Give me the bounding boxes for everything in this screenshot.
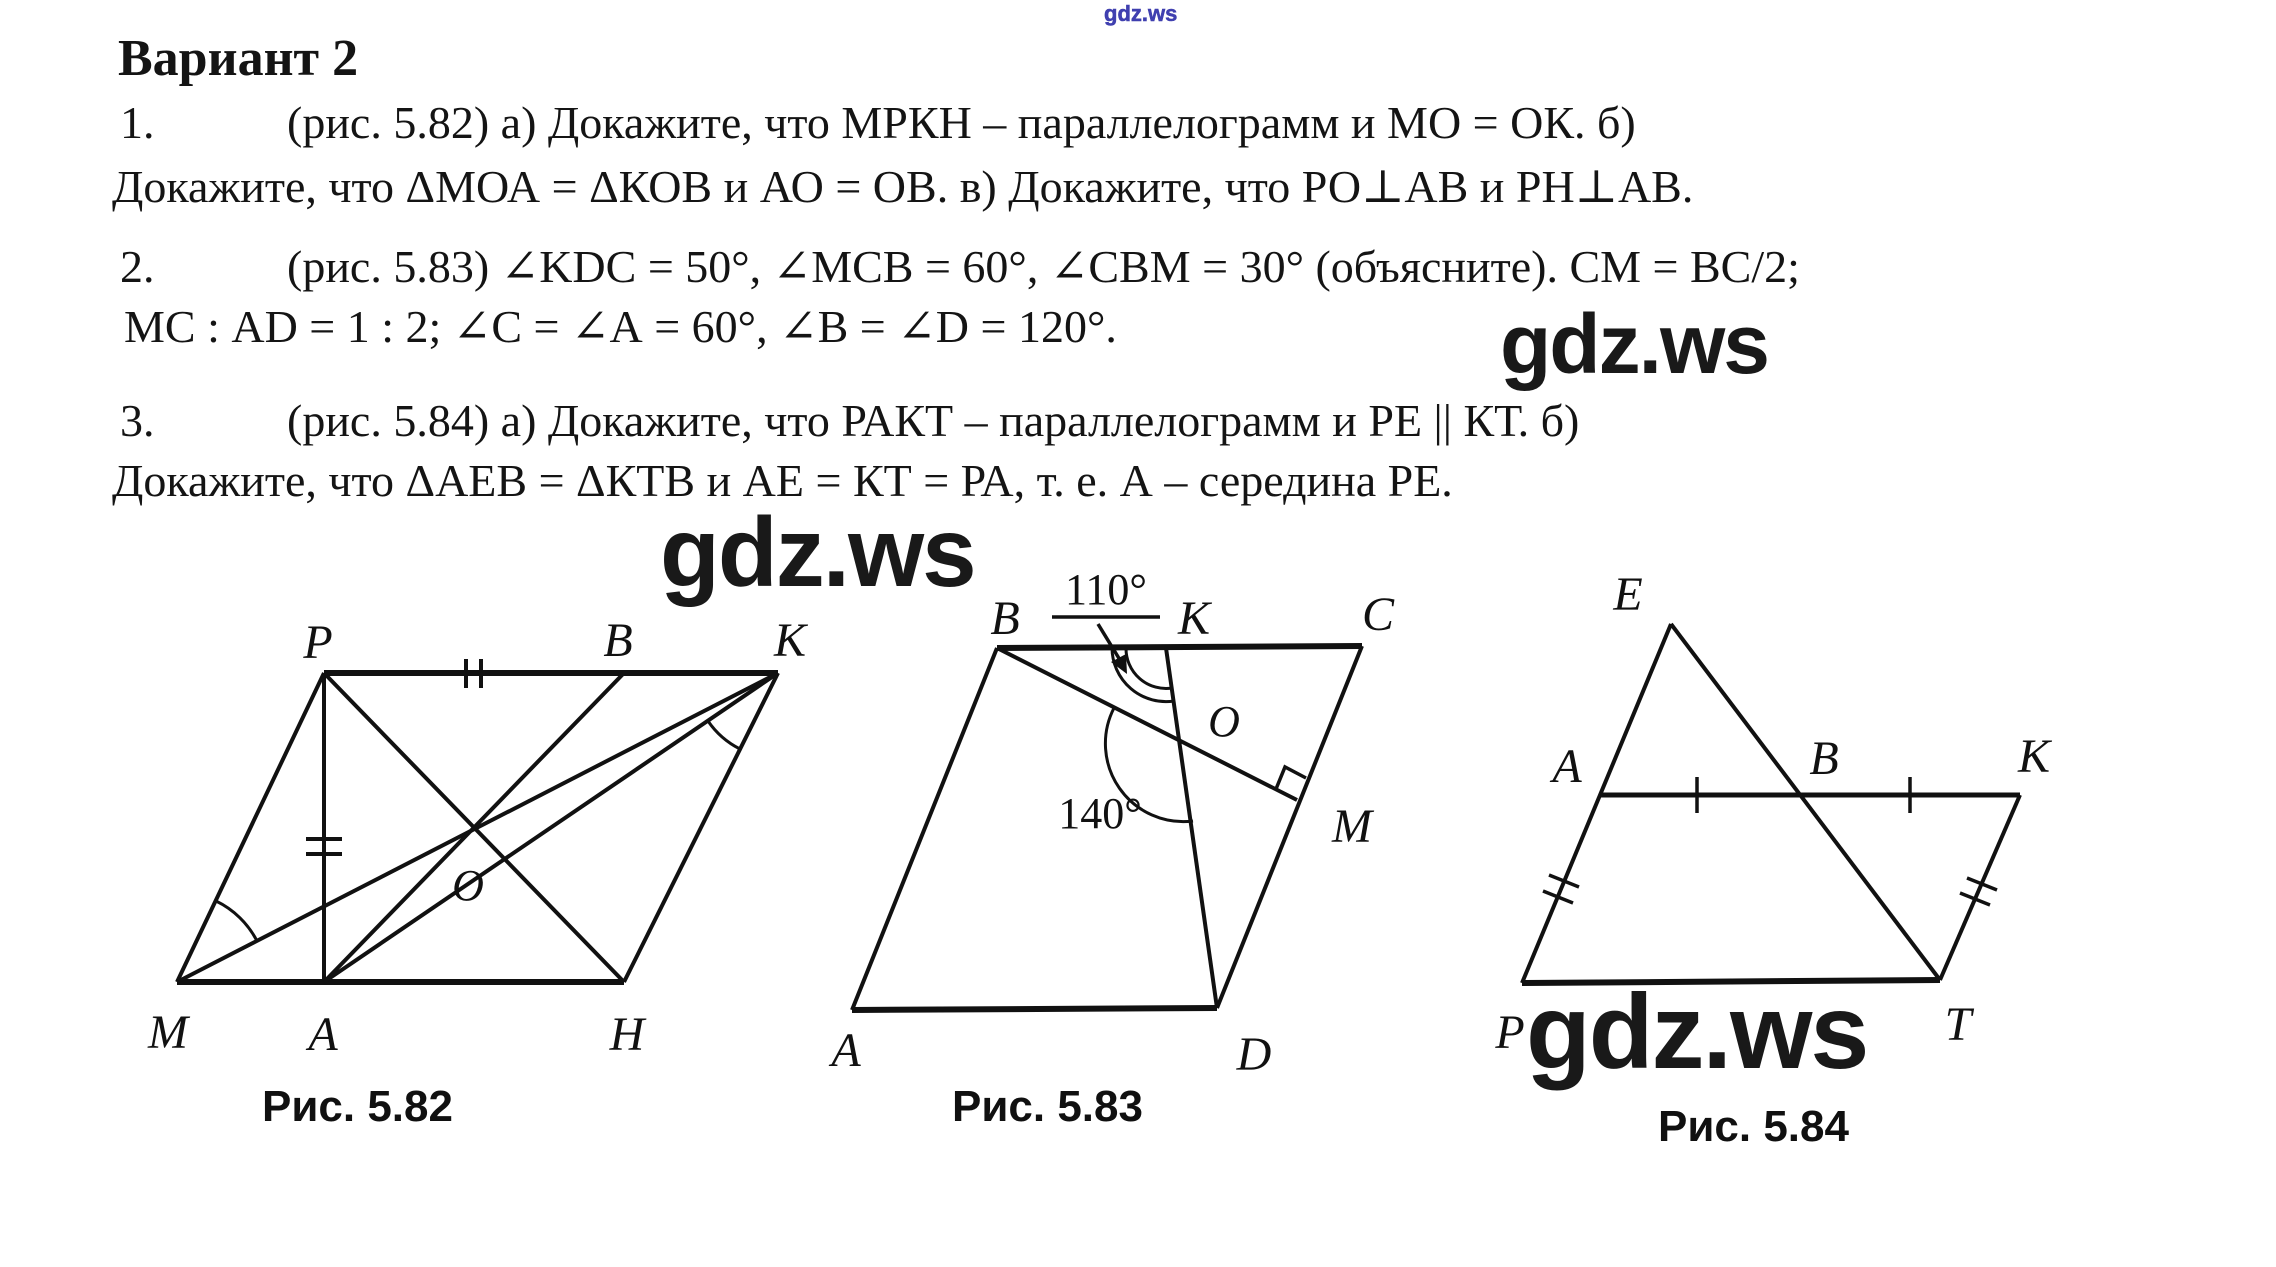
problem-3-text-2: Докажите, что ΔАЕВ = ΔКТВ и АЕ = КТ = РА, т. е. А – середина РЕ. [112, 455, 1453, 506]
watermark-top: gdz.ws [1104, 1, 1178, 26]
caption-5-82: Рис. 5.82 [262, 1082, 453, 1131]
problem-3-number: 3. [120, 395, 155, 446]
fig82-point-label-H: H [609, 1008, 645, 1061]
fig83-point-label-A: A [831, 1024, 861, 1077]
fig83-right-angle-mark-M [1276, 767, 1306, 789]
fig82-segment-AK [324, 673, 778, 982]
fig83-point-label-K: K [1177, 592, 1211, 645]
fig82-point-label-K: K [773, 614, 807, 667]
fig83-point-label-D: D [1236, 1028, 1272, 1081]
fig82-angle-arc-M [216, 901, 257, 941]
fig83-side-AD [852, 1008, 1217, 1010]
page-title: Вариант 2 [118, 30, 359, 87]
problem-2-text-1: (рис. 5.83) ∠KDC = 50°, ∠МСВ = 60°, ∠СВМ = 30° (объясните). СМ = ВС/2; [287, 241, 1800, 292]
fig83-side-BC [997, 646, 1362, 648]
fig82-angle-arc-K [708, 721, 740, 749]
fig84-line-EP [1522, 624, 1671, 983]
fig82-side-MP [177, 673, 324, 982]
problem-1-text-2: Докажите, что ΔМОА = ΔКОВ и АО = ОВ. в) Докажите, что РО⊥АВ и РН⊥АВ. [112, 161, 1694, 212]
fig83-point-label-M: M [1332, 800, 1372, 853]
problem-2-number: 2. [120, 241, 155, 292]
caption-5-84: Рис. 5.84 [1658, 1102, 1849, 1151]
fig84-point-label-E: E [1613, 568, 1643, 621]
fig82-point-label-P: P [303, 616, 333, 669]
figure-5-83 [828, 565, 1395, 1081]
fig83-side-AB [852, 648, 997, 1010]
fig82-diagonal-MK [177, 673, 778, 982]
watermark-center: gdz.ws [660, 497, 975, 607]
fig82-point-label-A: A [308, 1008, 338, 1061]
watermark-bottom: gdz.ws [1526, 973, 1868, 1091]
fig82-point-label-B: B [603, 614, 633, 667]
fig84-point-label-A: A [1552, 740, 1582, 793]
watermark-problem2: gdz.ws [1500, 297, 1769, 391]
fig83-angle-label-110: 110° [1065, 565, 1147, 614]
fig84-side-PT [1522, 980, 1940, 983]
fig84-side-KT [1940, 795, 2020, 980]
caption-5-83: Рис. 5.83 [952, 1082, 1143, 1131]
fig83-point-label-C: C [1361, 588, 1395, 641]
fig82-point-label-O: O [452, 861, 484, 910]
fig84-point-label-T: T [1944, 998, 1972, 1051]
fig83-angle-label-140: 140° [1058, 789, 1142, 838]
fig84-point-label-B: B [1809, 732, 1839, 785]
fig84-point-label-P: P [1495, 1006, 1525, 1059]
fig83-point-label-O: O [1208, 697, 1240, 746]
fig82-side-KH [624, 673, 778, 982]
problem-3-text-1: (рис. 5.84) а) Докажите, что РАКТ – параллелограмм и РЕ || КТ. б) [287, 395, 1580, 446]
fig83-segment-BM [997, 648, 1297, 800]
fig84-point-label-K: K [2017, 730, 2051, 783]
fig82-point-label-M: M [148, 1006, 188, 1059]
fig83-angle-arc-K-double [1112, 648, 1174, 702]
problem-1-text-1: (рис. 5.82) а) Докажите, что МРКН – параллелограмм и МО = ОК. б) [287, 97, 1636, 148]
fig83-point-label-B: B [990, 592, 1020, 645]
figure-5-84 [1494, 568, 2053, 1059]
problem-2-text-2: МС : AD = 1 : 2; ∠С = ∠А = 60°, ∠В = ∠D = 120°. [124, 301, 1117, 352]
fig84-line-ET [1671, 624, 1940, 980]
figure-5-82 [147, 614, 809, 1061]
problem-1-number: 1. [120, 97, 155, 148]
